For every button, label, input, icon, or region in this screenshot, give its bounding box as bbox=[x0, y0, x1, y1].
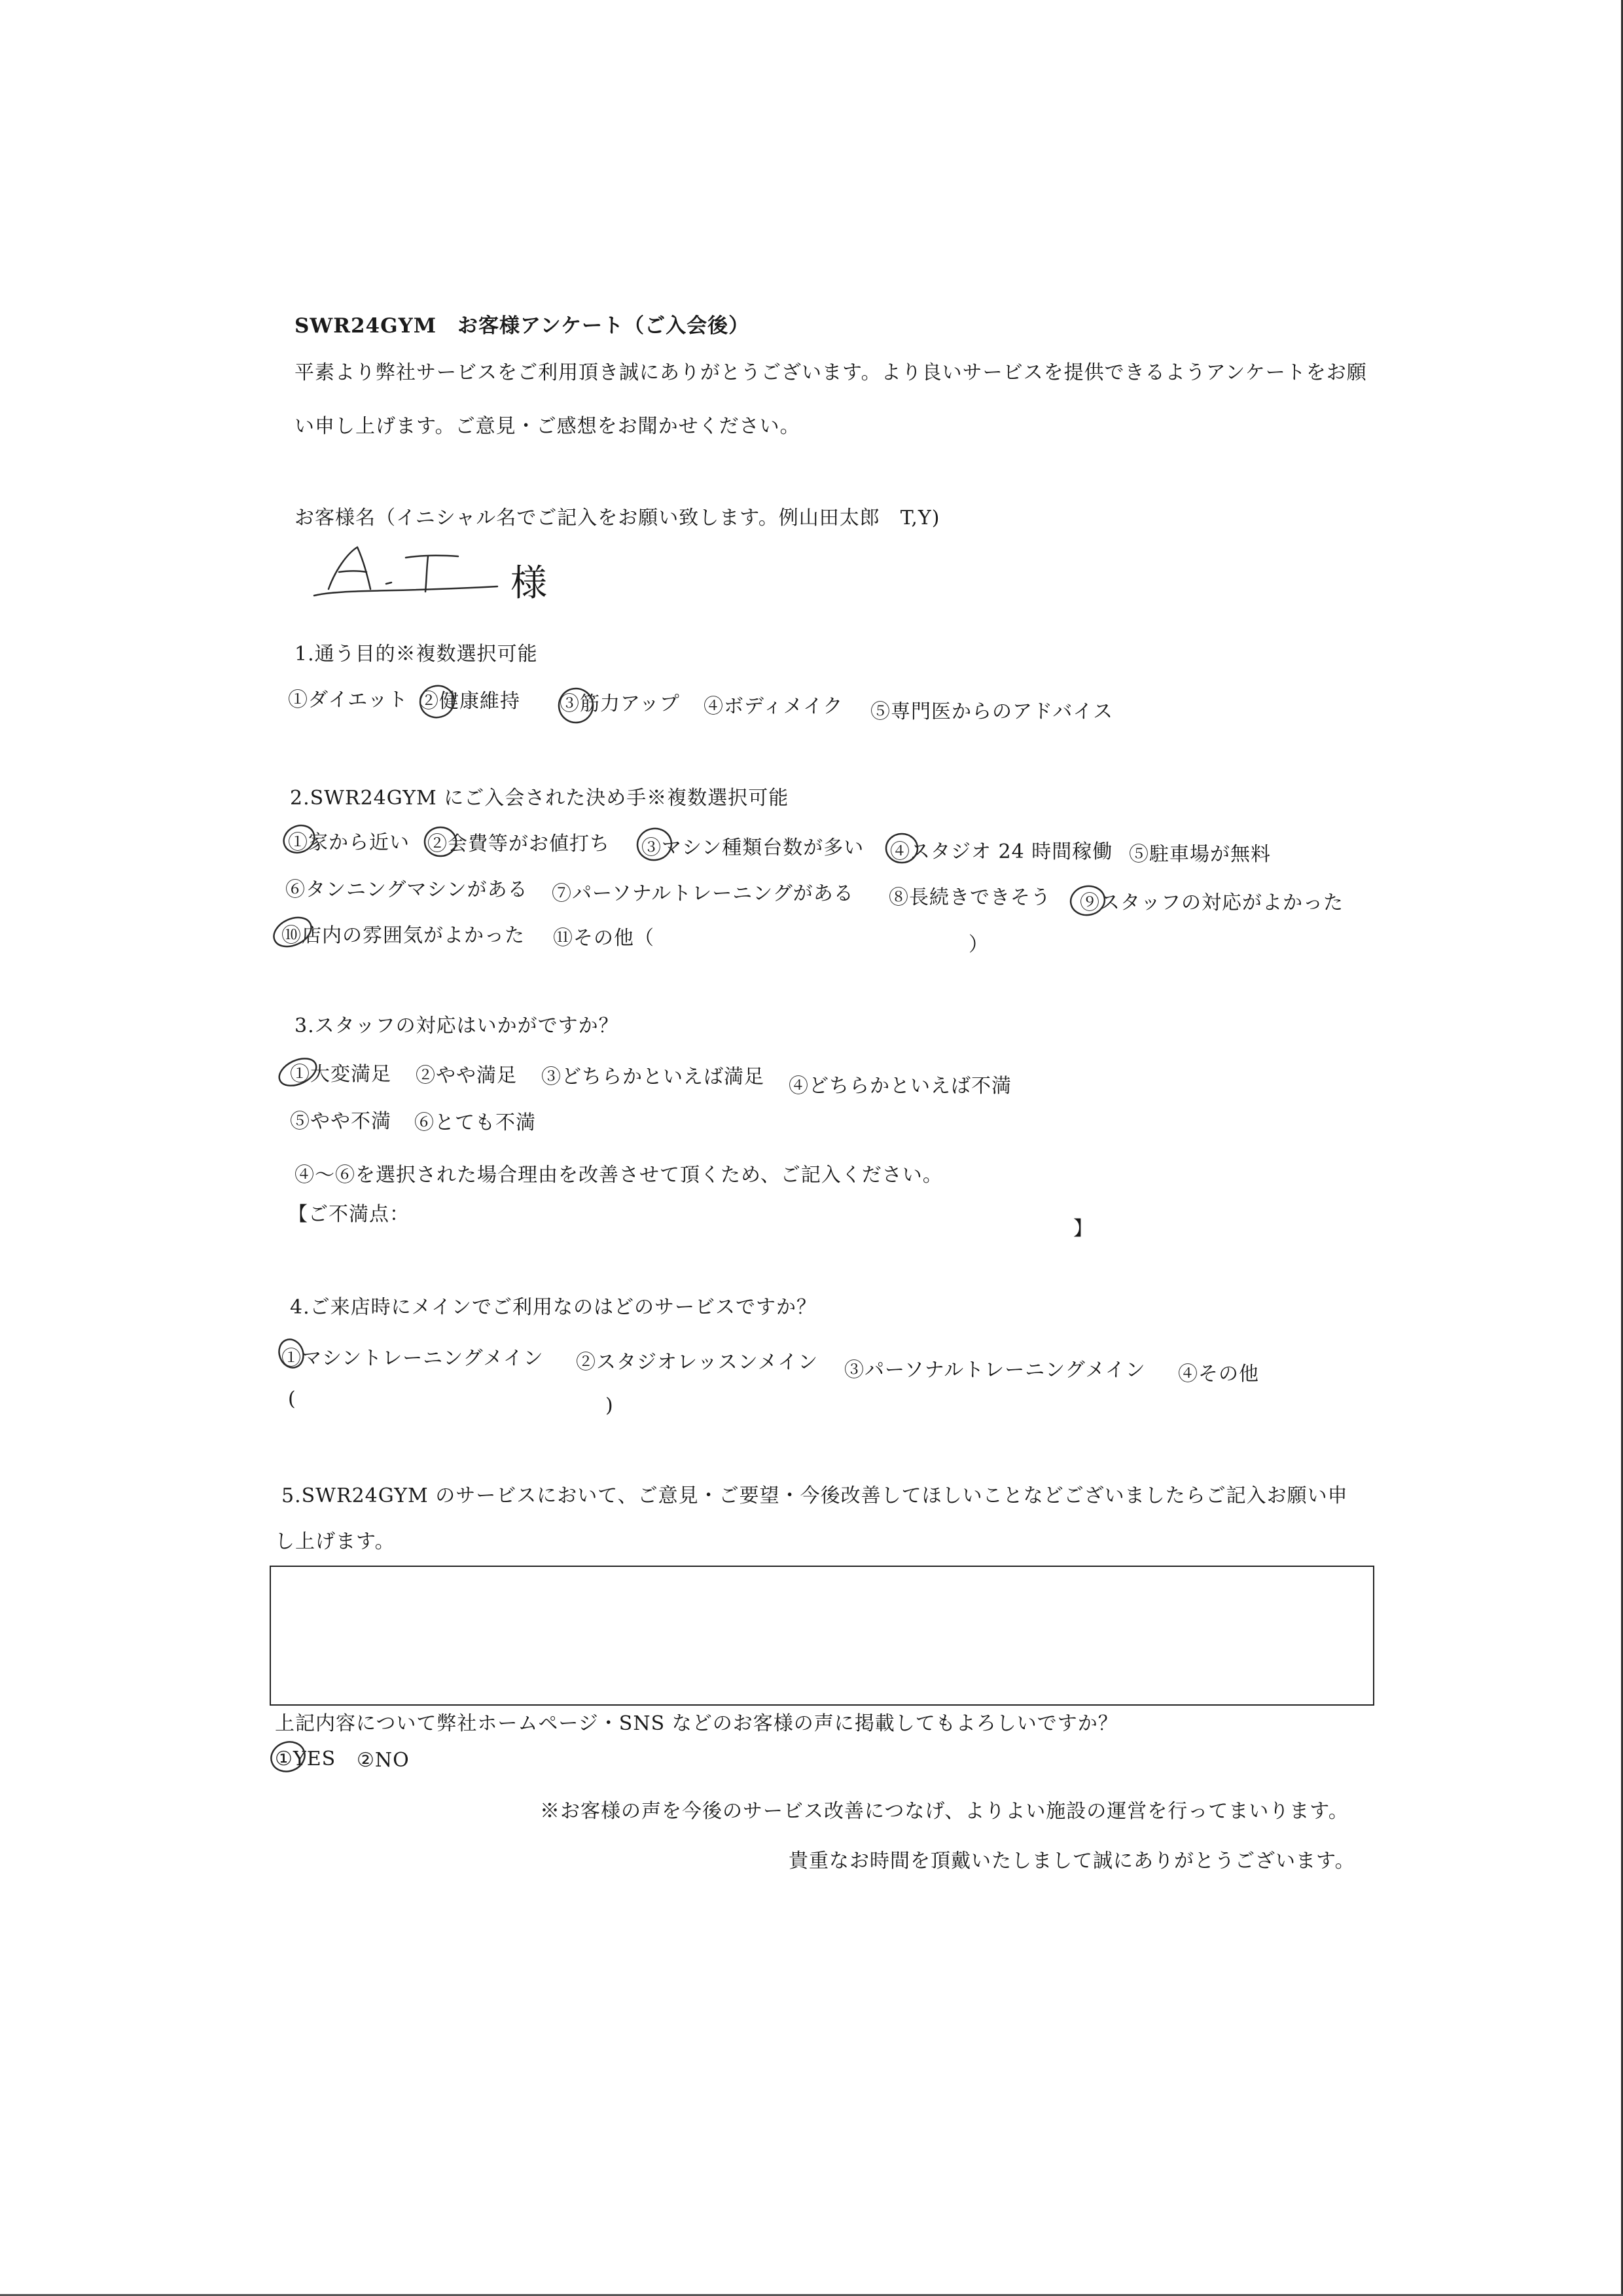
consent-question: 上記内容について弊社ホームページ・SNS などのお客様の声に掲載してもよろしいですか？ bbox=[275, 1712, 1118, 1735]
q2-option-personal[interactable]: ⑦パーソナルトレーニングがある bbox=[552, 882, 854, 905]
q2-option-studio24h[interactable]: ④スタジオ 24 時間稼働 bbox=[890, 840, 1113, 863]
consent-option-yes[interactable]: ①YES bbox=[275, 1748, 336, 1770]
honorific: 様 bbox=[510, 562, 548, 605]
survey-title: SWR24GYM お客様アンケート（ご入会後） bbox=[294, 314, 750, 338]
q1-option-strength[interactable]: ③筋力アップ bbox=[560, 692, 680, 715]
intro-text-line1: 平素より弊社サービスをご利用頂き誠にありがとうございます。より良いサービスを提供できるようアンケートをお願 bbox=[294, 361, 1367, 384]
q2-option-price[interactable]: ②会費等がお値打ち bbox=[427, 833, 610, 855]
q1-option-doctor[interactable]: ⑤専門医からのアドバイス bbox=[870, 700, 1114, 723]
q3-followup-instruction: ④～⑥を選択された場合理由を改善させて頂くため、ご記入ください。 bbox=[294, 1164, 943, 1187]
customer-name-label: お客様名（イニシャル名でご記入をお願い致します。例山田太郎 T,Y) bbox=[294, 507, 940, 529]
q2-option-near-home[interactable]: ①家から近い bbox=[288, 831, 410, 854]
q4-option-other[interactable]: ④その他 bbox=[1178, 1363, 1259, 1386]
q2-option-atmosphere[interactable]: ⑩店内の雰囲気がよかった bbox=[281, 924, 525, 947]
q1-option-bodymake[interactable]: ④ボディメイク bbox=[704, 695, 844, 718]
q3-option-rather-satisfied[interactable]: ③どちらかといえば満足 bbox=[541, 1066, 764, 1088]
q4-other-close-paren: ) bbox=[605, 1394, 614, 1417]
q3-option-somewhat-satisfied[interactable]: ②やや満足 bbox=[416, 1064, 517, 1087]
q3-option-very-dissatisfied[interactable]: ⑥とても不満 bbox=[414, 1111, 536, 1134]
q1-option-diet[interactable]: ①ダイエット bbox=[288, 689, 408, 711]
q4-option-machine[interactable]: ①マシントレーニングメイン bbox=[281, 1347, 544, 1370]
q1-option-health[interactable]: ②健康維持 bbox=[419, 690, 520, 713]
q3-option-somewhat-dissatisfied[interactable]: ⑤やや不満 bbox=[290, 1110, 391, 1133]
consent-option-no[interactable]: ②NO bbox=[357, 1749, 410, 1772]
q5-question-line2: し上げます。 bbox=[275, 1530, 395, 1553]
handwritten-name-signature bbox=[314, 547, 497, 596]
q4-other-open-paren: ( bbox=[288, 1388, 296, 1410]
q2-option-machines[interactable]: ③マシン種類台数が多い bbox=[641, 836, 865, 859]
q2-option-tanning[interactable]: ⑥タンニングマシンがある bbox=[285, 878, 528, 901]
q3-complaint-close: 】 bbox=[1073, 1217, 1094, 1240]
intro-text-line2: い申し上げます。ご意見・ご感想をお聞かせください。 bbox=[294, 415, 800, 438]
q2-option-long-lasting[interactable]: ⑧長続きできそう bbox=[889, 886, 1051, 909]
q5-question-line1: 5.SWR24GYM のサービスにおいて、ご意見・ご要望・今後改善してほしいことなどございましたらご記入お願い申 bbox=[281, 1484, 1348, 1507]
q1-question: 1.通う目的※複数選択可能 bbox=[294, 643, 538, 666]
footer-note-line2: 貴重なお時間を頂戴いたしまして誠にありがとうございます。 bbox=[789, 1850, 1355, 1873]
q2-option-staff[interactable]: ⑨スタッフの対応がよかった bbox=[1080, 891, 1344, 914]
comment-textarea[interactable] bbox=[270, 1566, 1374, 1706]
q2-option-other[interactable]: ⑪その他（ bbox=[553, 927, 654, 950]
q2-option-parking[interactable]: ⑤駐車場が無料 bbox=[1129, 843, 1271, 866]
q4-option-studio[interactable]: ②スタジオレッスンメイン bbox=[576, 1351, 819, 1374]
q3-question: 3.スタッフの対応はいかがですか？ bbox=[294, 1014, 619, 1037]
q3-complaint-open: 【ご不満点： bbox=[288, 1203, 410, 1226]
footer-note-line1: ※お客様の声を今後のサービス改善につなげ、よりよい施設の運営を行ってまいります。 bbox=[540, 1800, 1349, 1823]
q4-question: 4.ご来店時にメインでご利用なのはどのサービスですか？ bbox=[290, 1296, 817, 1319]
q4-option-personal[interactable]: ③パーソナルトレーニングメイン bbox=[844, 1359, 1146, 1382]
q3-option-rather-dissatisfied[interactable]: ④どちらかといえば不満 bbox=[789, 1075, 1012, 1098]
q2-question: 2.SWR24GYM にご入会された決め手※複数選択可能 bbox=[290, 787, 789, 810]
q3-option-very-satisfied[interactable]: ①大変満足 bbox=[290, 1063, 391, 1086]
q2-other-close-paren: ） bbox=[969, 933, 989, 956]
